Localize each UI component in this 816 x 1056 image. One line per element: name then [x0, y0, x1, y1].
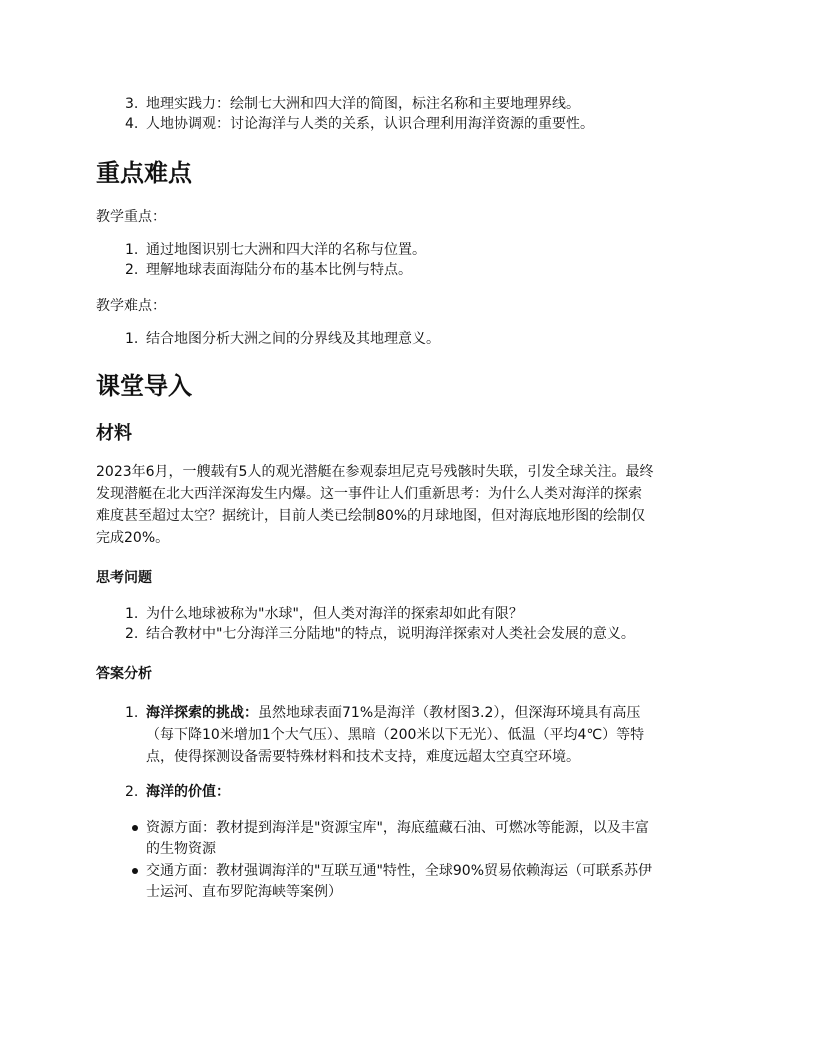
material-paragraph: 2023年6月，一艘载有5人的观光潜艇在参观泰坦尼克号残骸时失联，引发全球关注。最终 发现潜艇在北大西洋深海发生内爆。这一事件让人们重新思考：为什么人类对海洋的探索 难度甚至超过太空？据统计，目前人类已绘制80%的月球地图，但对海底地形图的绘制仅 完成20%。 [96, 464, 654, 546]
value-bullets [96, 818, 724, 903]
difficult-points-list [96, 329, 724, 349]
bullet-icon [132, 868, 138, 874]
list-item: 1. 海洋探索的挑战：虽然地球表面71%是海洋（教材图3.2），但深海环境具有高压 （每下降10米增加1个大气压）、黑暗（200米以下无光）、低温（平均4℃）等特 点，使得探测设备需要特殊材料和技术支持，难度远超太空真空环境。 [125, 705, 645, 765]
list-item: 2. 结合教材中"七分海洋三分陆地"的特点，说明海洋探索对人类社会发展的意义。 [125, 626, 635, 642]
difficult-label: 教学难点： [96, 298, 166, 314]
section-heading-key-difficult: 重点难点 [96, 159, 192, 187]
bullet-icon [132, 825, 138, 831]
answer-heading: 答案分析 [96, 666, 152, 682]
list-item: 1. 为什么地球被称为"水球"，但人类对海洋的探索却如此有限？ [125, 606, 523, 622]
key-points-list [96, 240, 724, 280]
answers-list [96, 702, 724, 802]
section-heading-intro: 课堂导入 [96, 372, 192, 400]
list-item: 2. 海洋的价值： [125, 784, 230, 800]
list-item: 3. 地理实践力：绘制七大洲和四大洋的简图，标注名称和主要地理界线。 [125, 96, 580, 112]
list-item: 4. 人地协调观：讨论海洋与人类的关系，认识合理利用海洋资源的重要性。 [125, 116, 594, 132]
list-item: 交通方面：教材强调海洋的"互联互通"特性，全球90%贸易依赖海运（可联系苏伊 士运河、直布罗陀海峡等案例） [96, 861, 724, 903]
objectives-list [96, 94, 724, 134]
questions-list [96, 604, 724, 644]
questions-heading: 思考问题 [96, 570, 152, 586]
list-item: 1. 结合地图分析大洲之间的分界线及其地理意义。 [125, 331, 440, 347]
list-item: 1. 通过地图识别七大洲和四大洋的名称与位置。 [125, 242, 426, 258]
material-heading: 材料 [96, 423, 132, 444]
list-item: 2. 理解地球表面海陆分布的基本比例与特点。 [125, 262, 412, 278]
key-label: 教学重点： [96, 209, 166, 225]
list-item: 资源方面：教材提到海洋是"资源宝库"，海底蕴藏石油、可燃冰等能源，以及丰富 的生物资源 [96, 818, 724, 860]
document-content [96, 94, 724, 903]
